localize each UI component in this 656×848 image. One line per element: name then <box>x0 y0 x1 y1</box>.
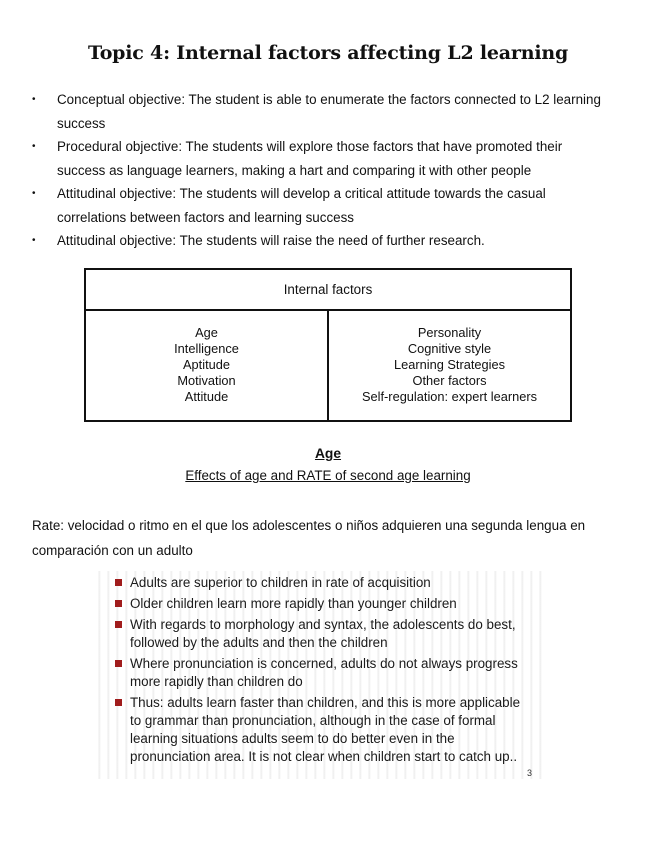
objective-item <box>32 229 612 253</box>
bullet-icon: • <box>32 188 36 199</box>
objective-item <box>32 182 612 229</box>
square-bullet-icon <box>115 621 122 628</box>
objective-text: Attitudinal objective: The students will raise the need of further research. <box>57 233 485 248</box>
objective-item <box>32 135 612 182</box>
age-subheading: Effects of age and RATE of second age learning <box>185 468 471 483</box>
objective-item <box>32 88 612 135</box>
slide-bullet-list <box>92 574 532 769</box>
square-bullet-icon <box>115 699 122 706</box>
factor-item: Aptitude <box>183 357 230 372</box>
slide-bullet <box>92 694 532 766</box>
bullet-icon: • <box>32 235 36 246</box>
slide-bullet-text: Thus: adults learn faster than children, and this is more applicable to grammar than pronunciation, although in the case of formal learning situations adults seem to do better even in the pronunciation area. It is not clear when children start to catch up.. <box>130 695 521 764</box>
bullet-icon: • <box>32 94 36 105</box>
slide-bullet <box>92 574 532 592</box>
slide-bullet-text: With regards to morphology and syntax, the adolescents do best, followed by the adults and then the children <box>130 617 516 650</box>
factor-item: Personality <box>417 325 482 340</box>
factor-item: Age <box>195 325 218 340</box>
slide-bullet <box>92 655 532 691</box>
slide-bullet <box>92 595 532 613</box>
slide-image <box>92 571 547 779</box>
factor-item: Intelligence <box>174 341 239 356</box>
factor-item: Cognitive style <box>407 341 492 356</box>
objective-text: Procedural objective: The students will explore those factors that have promoted their success as language learners, making a hart and comparing it with other people <box>57 139 563 178</box>
internal-factors-table <box>84 268 572 422</box>
objective-text: Attitudinal objective: The students will develop a critical attitude towards the casual correlations between factors and learning success <box>57 186 546 225</box>
rate-definition: Rate: velocidad o ritmo en el que los adolescentes o niños adquieren una segunda lengua en comparación con un adulto <box>32 518 586 558</box>
square-bullet-icon <box>115 600 122 607</box>
age-heading: Age <box>314 446 342 461</box>
factor-item: Attitude <box>184 389 229 404</box>
slide-bullet-text: Where pronunciation is concerned, adults do not always progress more rapidly than children do <box>130 656 518 689</box>
objectives-list <box>32 88 612 253</box>
slide-bullet <box>92 616 532 652</box>
table-header: Internal factors <box>86 270 570 311</box>
slide-page-number: 3 <box>526 768 532 778</box>
bullet-icon: • <box>32 141 36 152</box>
factor-item: Motivation <box>177 373 236 388</box>
factor-item: Self-regulation: expert learners <box>362 389 537 404</box>
table-left-column <box>86 311 329 420</box>
square-bullet-icon <box>115 579 122 586</box>
page-title: Topic 4: Internal factors affecting L2 learning <box>87 42 569 64</box>
factor-item: Other factors <box>412 373 487 388</box>
square-bullet-icon <box>115 660 122 667</box>
objective-text: Conceptual objective: The student is able to enumerate the factors connected to L2 learning success <box>57 92 601 131</box>
slide-bullet-text: Older children learn more rapidly than younger children <box>130 596 457 611</box>
factor-item: Learning Strategies <box>394 357 505 372</box>
table-right-column <box>329 311 570 420</box>
slide-bullet-text: Adults are superior to children in rate of acquisition <box>130 575 431 590</box>
